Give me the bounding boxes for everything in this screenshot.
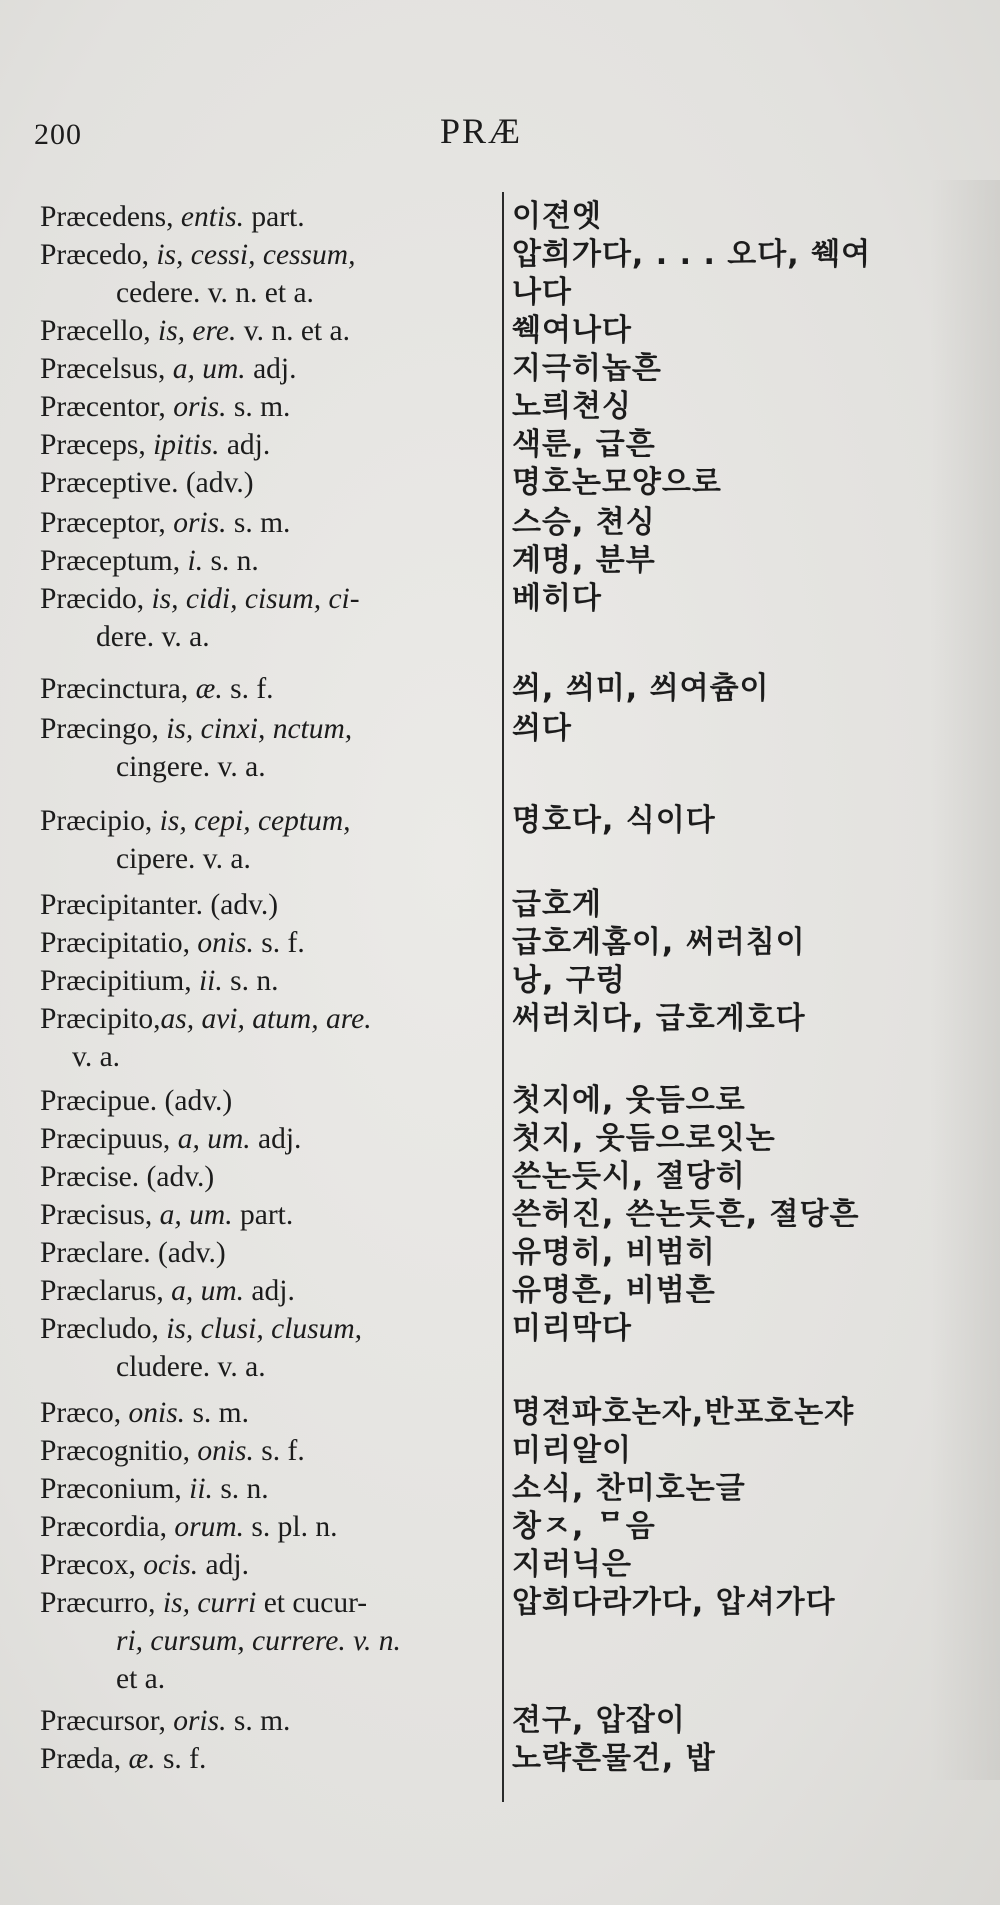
latin-headword: Præceptor, oris. s. m.	[40, 507, 291, 539]
latin-headword: Præcipitium, ii. s. n.	[40, 965, 279, 997]
korean-gloss: 유명흔, 비범흔	[512, 1273, 716, 1308]
latin-headword: Præcedo, is, cessi, cessum, cedere. v. n. et a.	[40, 239, 356, 309]
korean-gloss: 미리막다	[512, 1311, 632, 1346]
korean-gloss: 소식, 찬미호논글	[512, 1471, 746, 1506]
korean-gloss: 계명, 분부	[512, 543, 656, 578]
korean-gloss: 쒝여나다	[512, 313, 632, 348]
korean-gloss: 압희가다, . . . 오다, 쒝여 나다	[512, 237, 872, 310]
korean-gloss: 첫지, 웃듬으로잇논	[512, 1121, 776, 1156]
latin-headword: Præcordia, orum. s. pl. n.	[40, 1511, 338, 1543]
latin-headword: Præcludo, is, clusi, clusum, cludere. v. a.	[40, 1313, 363, 1383]
korean-gloss: 쓴허진, 쓴논듯흔, 졀당흔	[512, 1197, 860, 1232]
latin-headword: Præcelsus, a, um. adj.	[40, 353, 297, 385]
page-number: 200	[34, 118, 82, 151]
korean-gloss: 젼구, 압잡이	[512, 1703, 686, 1738]
latin-headword: Præcentor, oris. s. m.	[40, 391, 291, 423]
latin-headword: Præcedens, entis. part.	[40, 201, 305, 233]
latin-headword: Præcido, is, cidi, cisum, ci- dere. v. a.	[40, 583, 360, 653]
latin-headword: Præcello, is, ere. v. n. et a.	[40, 315, 350, 347]
korean-gloss: 명젼파호논자,반포호논쟈	[512, 1395, 855, 1430]
korean-gloss: 낭, 구렁	[512, 963, 626, 998]
korean-gloss: 압희다라가다, 압셔가다	[512, 1585, 836, 1620]
latin-headword: Præceptum, i. s. n.	[40, 545, 259, 577]
latin-headword: Præcipio, is, cepi, ceptum, cipere. v. a.	[40, 805, 351, 875]
latin-headword: Præcox, ocis. adj.	[40, 1549, 249, 1581]
latin-headword: Præcisus, a, um. part.	[40, 1199, 294, 1231]
latin-headword: Præcipuus, a, um. adj.	[40, 1123, 302, 1155]
latin-headword: Præcipitatio, onis. s. f.	[40, 927, 305, 959]
korean-gloss: 이젼엣	[512, 199, 602, 234]
korean-gloss: 쓴논듯시, 졀당히	[512, 1159, 746, 1194]
korean-gloss: 명호논모양으로	[512, 465, 722, 500]
korean-gloss: 씌다	[512, 711, 572, 746]
korean-gloss: 창ㅈ, ᄆ음	[512, 1509, 656, 1544]
latin-headword: Præda, æ. s. f.	[40, 1743, 207, 1775]
korean-gloss: 미리알이	[512, 1433, 632, 1468]
korean-gloss: 베히다	[512, 581, 602, 616]
korean-gloss: 써러치다, 급호게호다	[512, 1001, 806, 1036]
korean-gloss: 유명히, 비범히	[512, 1235, 716, 1270]
latin-headword: Præclare. (adv.)	[40, 1237, 226, 1269]
korean-gloss: 노략흔물건, 밥	[512, 1741, 716, 1776]
korean-gloss: 노릐쳔싱	[512, 389, 632, 424]
latin-headword: Præclarus, a, um. adj.	[40, 1275, 295, 1307]
korean-gloss: 씌, 씌미, 씌여츔이	[512, 671, 770, 706]
latin-headword: Præcognitio, onis. s. f.	[40, 1435, 305, 1467]
latin-headword: Præcurro, is, curri et cucur- ri, cursum, currere. v. n. et a.	[40, 1587, 401, 1695]
latin-headword: Præcipue. (adv.)	[40, 1085, 233, 1117]
latin-headword: Præconium, ii. s. n.	[40, 1473, 269, 1505]
korean-gloss: 첫지에, 웃듬으로	[512, 1083, 746, 1118]
korean-gloss: 명호다, 식이다	[512, 803, 716, 838]
korean-gloss: 급호게	[512, 887, 602, 922]
korean-gloss: 색룬, 급흔	[512, 427, 656, 462]
korean-gloss: 스승, 쳔싱	[512, 505, 656, 540]
latin-headword: Præcursor, oris. s. m.	[40, 1705, 291, 1737]
latin-headword: Præcipito,as, avi, atum, are. v. a.	[40, 1003, 372, 1073]
latin-headword: Præcise. (adv.)	[40, 1161, 215, 1193]
korean-gloss: 지극히놉흔	[512, 351, 662, 386]
latin-headword: Præceps, ipitis. adj.	[40, 429, 271, 461]
korean-gloss: 지러닉은	[512, 1547, 632, 1582]
korean-gloss: 급호게홈이, 써러침이	[512, 925, 806, 960]
latin-headword: Præcingo, is, cinxi, nctum, cingere. v. a.	[40, 713, 353, 783]
column-divider	[502, 192, 504, 1802]
latin-headword: Præcipitanter. (adv.)	[40, 889, 279, 921]
running-head: PRÆ	[440, 111, 523, 151]
latin-headword: Præco, onis. s. m.	[40, 1397, 249, 1429]
latin-headword: Præceptive. (adv.)	[40, 467, 254, 499]
latin-headword: Præcinctura, æ. s. f.	[40, 673, 274, 705]
